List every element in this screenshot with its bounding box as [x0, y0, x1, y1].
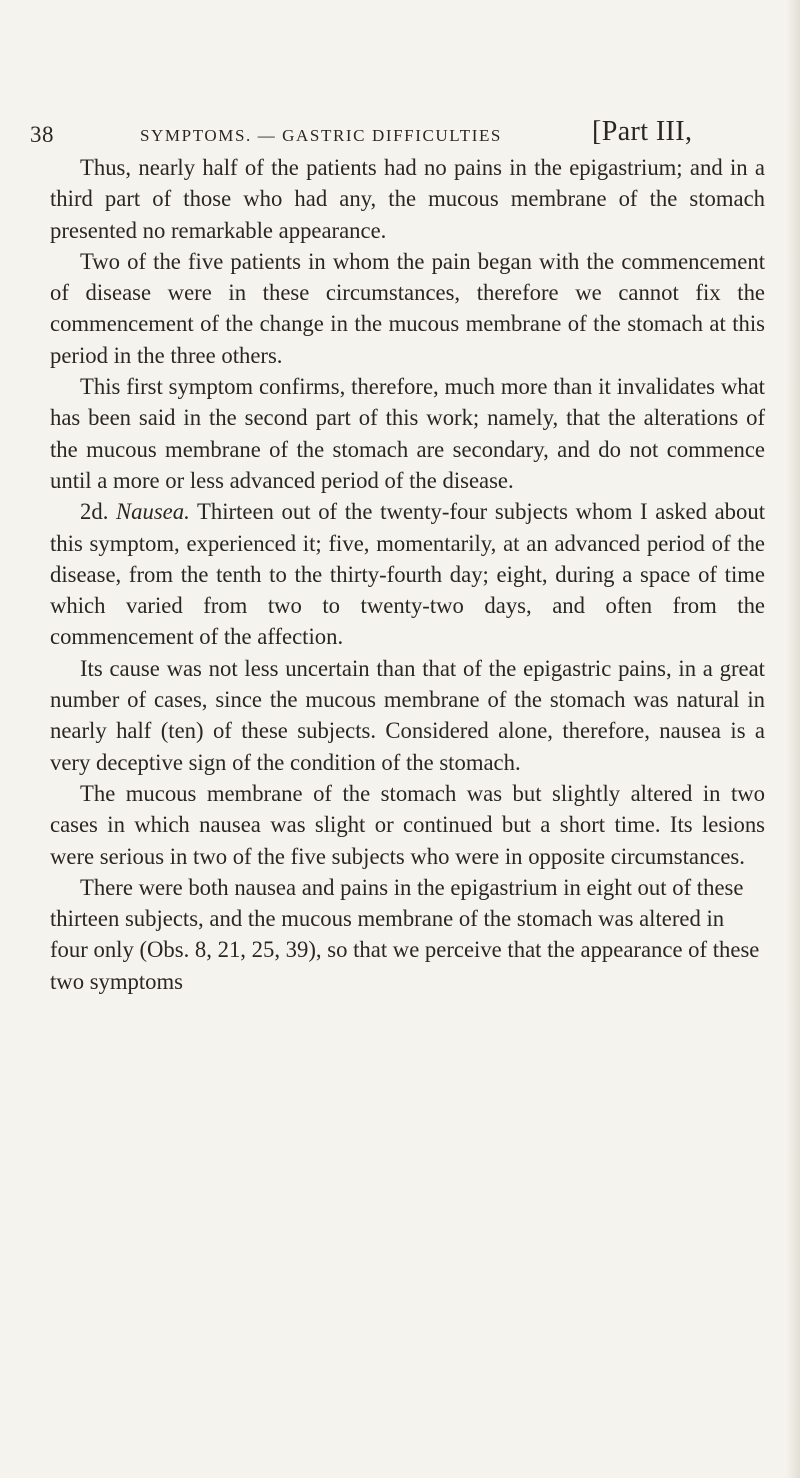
paragraph-3: This first symptom confirms, therefore, much more than it invalidates what has been said in the second part of this work; namely, that the alterations of the mucous membrane of the stomach are secondary, and do not commence until a more or less advanced period of the disease.: [50, 374, 765, 493]
paragraph-6: The mucous membrane of the stomach was but slightly altered in two cases in which nausea was slight or continued but a short time. Its lesions were serious in two of the five subjects who were in opposite circumstances.: [50, 780, 765, 869]
section-number: 2d.: [80, 499, 117, 525]
paragraph-5: Its cause was not less uncertain than that of the epigastric pains, in a great number of cases, since the mucous membrane of the stomach was natural in nearly half (ten) of these subjects. Considered alone, therefore, nausea is a very deceptive sign of the condition of the stomach.: [50, 655, 765, 775]
paragraph-2: Two of the five patients in whom the pain began with the commencement of disease were in these circumstances, therefore we cannot fix the commencement of the change in the mucous membrane of the stomach at this period in the three others.: [50, 248, 765, 368]
page-number: 38: [30, 122, 54, 147]
paragraph-4-text: Thirteen out of the twenty-four subjects whom I asked about this symptom, experienced it; five, momentarily, at an advanced period of the disease, from the tenth to the thirty-fourth day; eight, during a space of time which varied from two to twenty-two days, and often from the commencement of the affection.: [50, 499, 765, 650]
running-header: [30, 88, 800, 148]
section-heading-nausea: Nausea.: [116, 499, 190, 525]
body-text: [50, 152, 765, 997]
paragraph-4: [50, 496, 765, 652]
running-title: SYMPTOMS. — GASTRIC DIFFICULTIES: [140, 126, 502, 145]
paragraph-7: There were both nausea and pains in the epigastrium in eight out of these thirteen subjects, and the mucous membrane of the stomach was altered in four only (Obs. 8, 21, 25, 39), so that we perceive that the appearance of these two symptoms: [50, 874, 760, 994]
part-label: [Part III,: [592, 116, 693, 147]
paragraph-1: Thus, nearly half of the patients had no pains in the epigastrium; and in a third part of those who had any, the mucous membrane of the stomach presented no remarkable appearance.: [50, 155, 765, 243]
page-edge-shadow: [786, 0, 800, 1478]
